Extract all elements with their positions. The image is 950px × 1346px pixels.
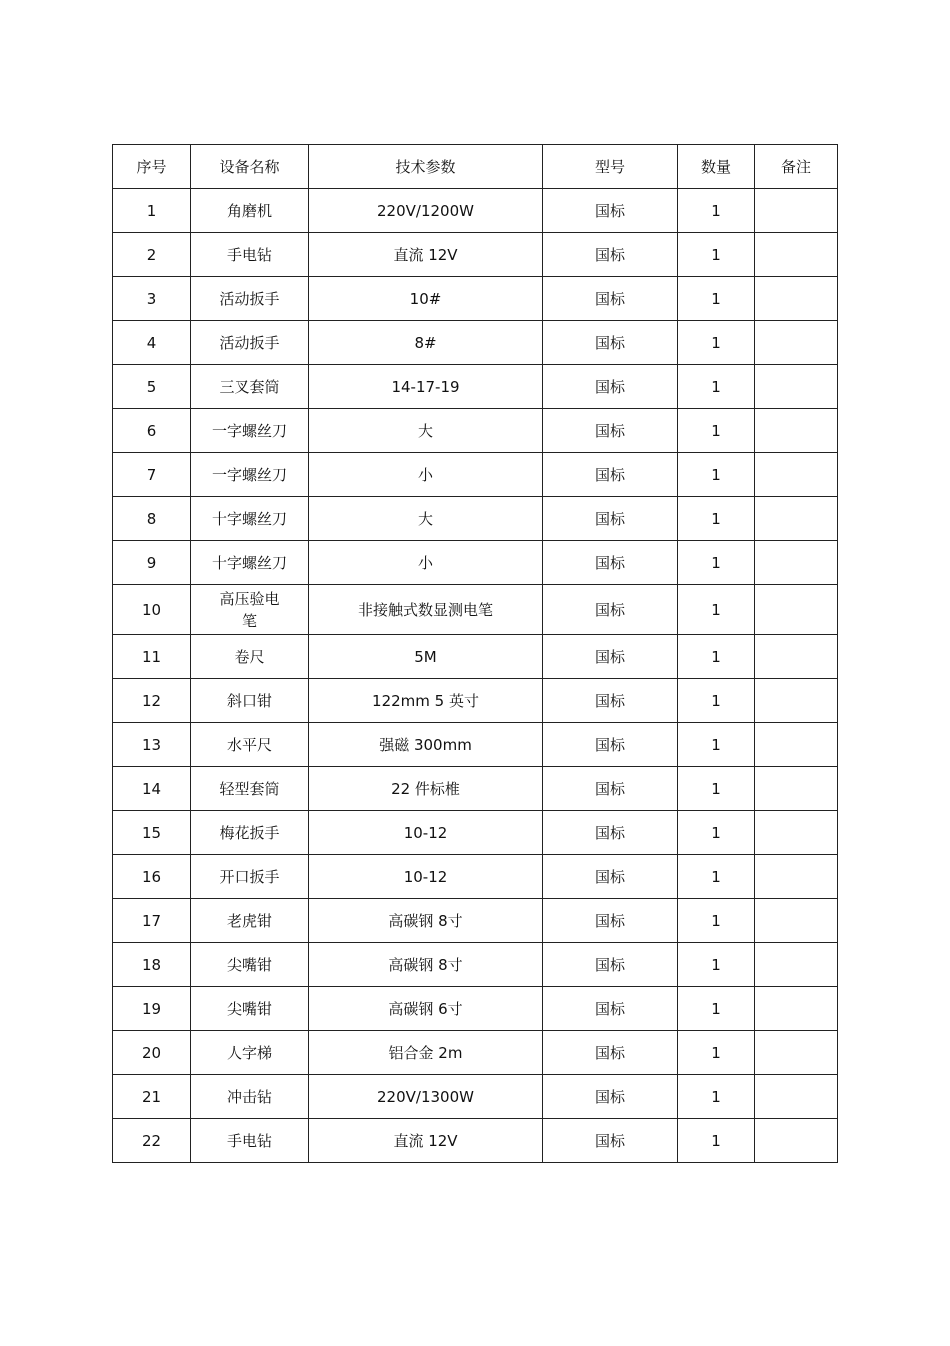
cell-spec: 直流 12V xyxy=(309,233,543,277)
cell-quantity: 1 xyxy=(678,679,755,723)
cell-quantity: 1 xyxy=(678,943,755,987)
cell-model: 国标 xyxy=(543,635,678,679)
table-row xyxy=(113,987,838,1031)
cell-name: 一字螺丝刀 xyxy=(191,453,309,497)
header-spec: 技术参数 xyxy=(309,145,543,189)
cell-name: 尖嘴钳 xyxy=(191,987,309,1031)
cell-spec: 8# xyxy=(309,321,543,365)
table-row xyxy=(113,541,838,585)
cell-remark xyxy=(755,233,838,277)
cell-remark xyxy=(755,767,838,811)
table-row xyxy=(113,409,838,453)
cell-quantity: 1 xyxy=(678,321,755,365)
cell-index: 22 xyxy=(113,1119,191,1163)
cell-model: 国标 xyxy=(543,541,678,585)
table-row xyxy=(113,497,838,541)
table-row xyxy=(113,811,838,855)
cell-spec: 铝合金 2m xyxy=(309,1031,543,1075)
cell-model: 国标 xyxy=(543,585,678,635)
cell-remark xyxy=(755,1119,838,1163)
cell-quantity: 1 xyxy=(678,987,755,1031)
cell-name: 老虎钳 xyxy=(191,899,309,943)
cell-index: 7 xyxy=(113,453,191,497)
cell-model: 国标 xyxy=(543,277,678,321)
cell-index: 1 xyxy=(113,189,191,233)
cell-name: 十字螺丝刀 xyxy=(191,497,309,541)
cell-model: 国标 xyxy=(543,723,678,767)
cell-remark xyxy=(755,943,838,987)
cell-spec: 大 xyxy=(309,497,543,541)
cell-quantity: 1 xyxy=(678,189,755,233)
cell-index: 13 xyxy=(113,723,191,767)
cell-model: 国标 xyxy=(543,365,678,409)
cell-spec: 10-12 xyxy=(309,855,543,899)
header-quantity: 数量 xyxy=(678,145,755,189)
cell-spec: 大 xyxy=(309,409,543,453)
equipment-table xyxy=(112,144,838,1163)
table-row xyxy=(113,635,838,679)
cell-index: 9 xyxy=(113,541,191,585)
cell-quantity: 1 xyxy=(678,277,755,321)
cell-spec: 直流 12V xyxy=(309,1119,543,1163)
cell-quantity: 1 xyxy=(678,541,755,585)
cell-name: 卷尺 xyxy=(191,635,309,679)
table-row xyxy=(113,943,838,987)
cell-remark xyxy=(755,321,838,365)
cell-name: 高压验电笔 xyxy=(191,585,309,635)
table-row xyxy=(113,899,838,943)
cell-spec: 122mm 5 英寸 xyxy=(309,679,543,723)
cell-quantity: 1 xyxy=(678,497,755,541)
cell-name: 梅花扳手 xyxy=(191,811,309,855)
cell-spec: 5M xyxy=(309,635,543,679)
cell-index: 18 xyxy=(113,943,191,987)
cell-remark xyxy=(755,723,838,767)
cell-index: 12 xyxy=(113,679,191,723)
cell-name: 手电钻 xyxy=(191,1119,309,1163)
cell-index: 19 xyxy=(113,987,191,1031)
cell-spec: 22 件标椎 xyxy=(309,767,543,811)
cell-quantity: 1 xyxy=(678,635,755,679)
cell-spec: 10# xyxy=(309,277,543,321)
cell-index: 5 xyxy=(113,365,191,409)
cell-model: 国标 xyxy=(543,1031,678,1075)
cell-remark xyxy=(755,453,838,497)
cell-name: 一字螺丝刀 xyxy=(191,409,309,453)
cell-spec: 220V/1300W xyxy=(309,1075,543,1119)
table-row xyxy=(113,855,838,899)
cell-remark xyxy=(755,277,838,321)
table-row xyxy=(113,585,838,635)
cell-index: 11 xyxy=(113,635,191,679)
header-index: 序号 xyxy=(113,145,191,189)
cell-model: 国标 xyxy=(543,1075,678,1119)
cell-spec: 高碳钢 8寸 xyxy=(309,943,543,987)
cell-model: 国标 xyxy=(543,321,678,365)
cell-remark xyxy=(755,899,838,943)
cell-model: 国标 xyxy=(543,679,678,723)
cell-quantity: 1 xyxy=(678,409,755,453)
header-name: 设备名称 xyxy=(191,145,309,189)
cell-model: 国标 xyxy=(543,409,678,453)
cell-model: 国标 xyxy=(543,943,678,987)
table-row xyxy=(113,1031,838,1075)
cell-model: 国标 xyxy=(543,1119,678,1163)
cell-model: 国标 xyxy=(543,811,678,855)
cell-quantity: 1 xyxy=(678,723,755,767)
cell-index: 4 xyxy=(113,321,191,365)
table-row xyxy=(113,767,838,811)
cell-remark xyxy=(755,409,838,453)
cell-spec: 10-12 xyxy=(309,811,543,855)
cell-index: 14 xyxy=(113,767,191,811)
cell-quantity: 1 xyxy=(678,233,755,277)
cell-index: 17 xyxy=(113,899,191,943)
cell-index: 3 xyxy=(113,277,191,321)
table-row xyxy=(113,277,838,321)
table-row xyxy=(113,365,838,409)
cell-model: 国标 xyxy=(543,453,678,497)
cell-index: 6 xyxy=(113,409,191,453)
cell-name: 斜口钳 xyxy=(191,679,309,723)
cell-remark xyxy=(755,987,838,1031)
cell-index: 21 xyxy=(113,1075,191,1119)
header-model: 型号 xyxy=(543,145,678,189)
cell-index: 10 xyxy=(113,585,191,635)
cell-quantity: 1 xyxy=(678,365,755,409)
cell-name: 手电钻 xyxy=(191,233,309,277)
cell-name: 轻型套筒 xyxy=(191,767,309,811)
cell-quantity: 1 xyxy=(678,899,755,943)
table-row xyxy=(113,189,838,233)
cell-name: 角磨机 xyxy=(191,189,309,233)
table-row xyxy=(113,453,838,497)
table-row xyxy=(113,321,838,365)
cell-remark xyxy=(755,365,838,409)
cell-name: 开口扳手 xyxy=(191,855,309,899)
cell-model: 国标 xyxy=(543,767,678,811)
cell-spec: 小 xyxy=(309,541,543,585)
header-row xyxy=(113,145,838,189)
cell-name: 活动扳手 xyxy=(191,321,309,365)
cell-name: 水平尺 xyxy=(191,723,309,767)
table-row xyxy=(113,233,838,277)
cell-quantity: 1 xyxy=(678,767,755,811)
cell-quantity: 1 xyxy=(678,855,755,899)
cell-remark xyxy=(755,811,838,855)
cell-index: 8 xyxy=(113,497,191,541)
cell-remark xyxy=(755,635,838,679)
cell-name: 冲击钻 xyxy=(191,1075,309,1119)
cell-model: 国标 xyxy=(543,855,678,899)
table-row xyxy=(113,1119,838,1163)
cell-remark xyxy=(755,1031,838,1075)
cell-quantity: 1 xyxy=(678,1075,755,1119)
cell-remark xyxy=(755,189,838,233)
cell-spec: 非接触式数显测电笔 xyxy=(309,585,543,635)
cell-spec: 14-17-19 xyxy=(309,365,543,409)
cell-name: 三叉套筒 xyxy=(191,365,309,409)
cell-name: 尖嘴钳 xyxy=(191,943,309,987)
cell-model: 国标 xyxy=(543,189,678,233)
cell-name: 活动扳手 xyxy=(191,277,309,321)
cell-model: 国标 xyxy=(543,233,678,277)
cell-name: 十字螺丝刀 xyxy=(191,541,309,585)
cell-index: 16 xyxy=(113,855,191,899)
cell-quantity: 1 xyxy=(678,453,755,497)
cell-spec: 小 xyxy=(309,453,543,497)
cell-quantity: 1 xyxy=(678,811,755,855)
cell-model: 国标 xyxy=(543,987,678,1031)
cell-remark xyxy=(755,497,838,541)
cell-index: 20 xyxy=(113,1031,191,1075)
cell-remark xyxy=(755,679,838,723)
cell-remark xyxy=(755,855,838,899)
table-row xyxy=(113,1075,838,1119)
cell-spec: 220V/1200W xyxy=(309,189,543,233)
cell-quantity: 1 xyxy=(678,1031,755,1075)
cell-remark xyxy=(755,585,838,635)
cell-spec: 强磁 300mm xyxy=(309,723,543,767)
cell-spec: 高碳钢 8寸 xyxy=(309,899,543,943)
cell-remark xyxy=(755,541,838,585)
cell-index: 2 xyxy=(113,233,191,277)
cell-remark xyxy=(755,1075,838,1119)
header-remark: 备注 xyxy=(755,145,838,189)
table-row xyxy=(113,723,838,767)
table-row xyxy=(113,679,838,723)
cell-model: 国标 xyxy=(543,497,678,541)
cell-quantity: 1 xyxy=(678,1119,755,1163)
cell-name: 人字梯 xyxy=(191,1031,309,1075)
cell-spec: 高碳钢 6寸 xyxy=(309,987,543,1031)
cell-quantity: 1 xyxy=(678,585,755,635)
cell-index: 15 xyxy=(113,811,191,855)
cell-model: 国标 xyxy=(543,899,678,943)
